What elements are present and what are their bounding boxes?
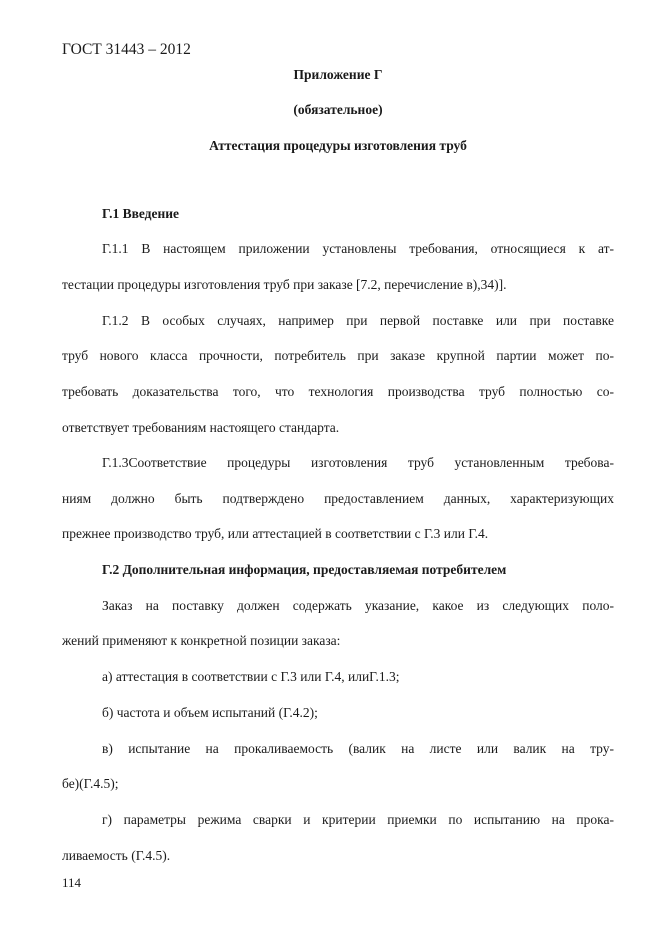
paragraph-g1-3-line-1: Г.1.3Соответствие процедуры изготовления труб установленным требова- [102, 455, 614, 470]
annex-status: (обязательное) [293, 102, 383, 117]
list-item-a: а) аттестация в соответствии с Г.3 или Г.4, илиГ.1.3; [102, 669, 400, 684]
list-item-c-line-1: в) испытание на прокаливаемость (валик на листе или валик на тру- [102, 741, 614, 756]
paragraph-g1-2-line-2: труб нового класса прочности, потребитель при заказе крупной партии может по- [62, 348, 614, 363]
list-item-d-line-1: г) параметры режима сварки и критерии приемки по испытанию на прока- [102, 812, 614, 827]
annex-title: Приложение Г [293, 67, 383, 82]
paragraph-g1-3-line-3: прежнее производство труб, или аттестацией в соответствии с Г.3 или Г.4. [62, 526, 489, 541]
paragraph-g1-2-line-4: ответствует требованиям настоящего стандарта. [62, 420, 340, 435]
paragraph-g1-1-line-2: тестации процедуры изготовления труб при заказе [7.2, перечисление в),34)]. [62, 277, 507, 292]
list-item-c-line-2: бе)(Г.4.5); [62, 776, 119, 791]
paragraph-g1-3-line-2: ниям должно быть подтверждено предоставлением данных, характеризующих [62, 491, 614, 506]
paragraph-g1-1-line-1: Г.1.1 В настоящем приложении установлены требования, относящиеся к ат- [102, 241, 614, 256]
list-item-d-line-2: ливаемость (Г.4.5). [62, 848, 171, 863]
list-item-b: б) частота и объем испытаний (Г.4.2); [102, 705, 318, 720]
paragraph-g1-2-line-1: Г.1.2 В особых случаях, например при первой поставке или при поставке [102, 313, 614, 328]
paragraph-g2-intro-line-2: жений применяют к конкретной позиции заказа: [62, 633, 341, 648]
standard-code-header: ГОСТ 31443 – 2012 [62, 41, 191, 58]
paragraph-g2-intro-line-1: Заказ на поставку должен содержать указание, какое из следующих поло- [102, 598, 614, 613]
page-number: 114 [62, 875, 82, 890]
paragraph-g1-2-line-3: требовать доказательства того, что технология производства труб полностью со- [62, 384, 614, 399]
section-g1-title: Г.1 Введение [102, 206, 180, 221]
section-g2-title: Г.2 Дополнительная информация, предоставляемая потребителем [102, 562, 507, 577]
annex-subject: Аттестация процедуры изготовления труб [209, 138, 467, 153]
